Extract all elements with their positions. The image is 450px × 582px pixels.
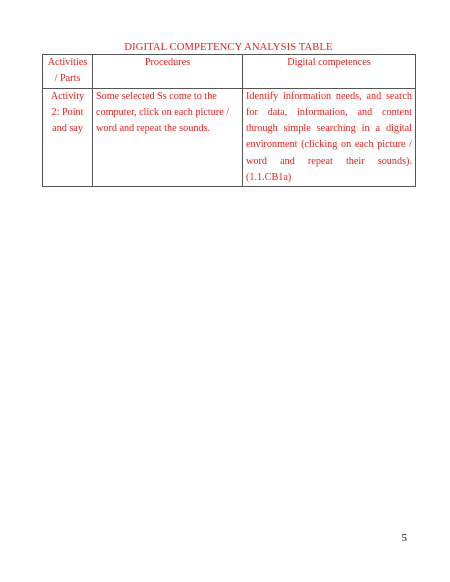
table-header-row <box>43 55 416 89</box>
procedure-cell: Some selected Ss come to the computer, click on each picture / word and repeat the sounds. <box>93 88 243 187</box>
competency-table <box>42 54 416 187</box>
page-number: 5 <box>401 532 407 544</box>
activity-cell: Activity 2: Point and say <box>43 88 93 187</box>
page-title: DIGITAL COMPETENCY ANALYSIS TABLE <box>124 42 333 53</box>
table-row <box>43 88 416 187</box>
digital-competence-cell: Identify information needs, and search for data, information, and content through simple searching in a digital environment (clicking on each picture / word and repeat their sounds). (1.1.CB1a) <box>243 88 416 187</box>
header-activities: Activities / Parts <box>43 55 93 89</box>
header-procedures: Procedures <box>93 55 243 89</box>
header-digital-competences: Digital competences <box>243 55 416 89</box>
